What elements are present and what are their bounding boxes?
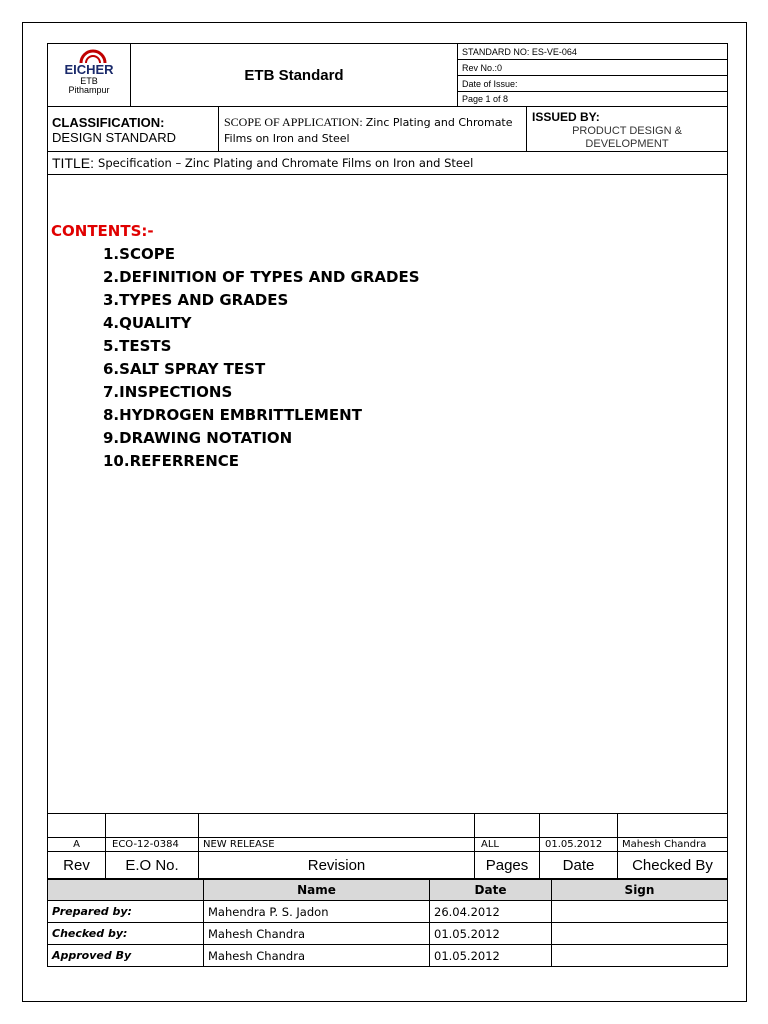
revision-empty-cell [474,813,540,838]
contents-item: 8.HYDROGEN EMBRITTLEMENT [103,406,362,424]
revision-row-rev: A [47,837,106,852]
page-number: Page 1 of 8 [457,91,728,107]
scope-label: SCOPE OF APPLICATION: [224,115,363,129]
approval-header-name: Name [203,879,430,901]
approval-role: Prepared by: [47,900,204,923]
classification-label: CLASSIFICATION: [52,115,165,130]
contents-item: 5.TESTS [103,337,172,355]
title-row [47,151,728,175]
scope-value: Zinc Plating and Chromate Films on Iron and Steel [224,116,513,145]
issued-by-label: ISSUED BY: [532,110,600,124]
revision-number: Rev No.:0 [457,59,728,76]
approval-header-blank [47,879,204,901]
contents-heading: CONTENTS:- [51,222,154,240]
logo-text: EICHER [64,62,114,77]
approval-date: 01.05.2012 [429,922,552,945]
revision-row-date: 01.05.2012 [539,837,618,852]
contents-item: 9.DRAWING NOTATION [103,429,293,447]
title-value: Specification – Zinc Plating and Chromate Films on Iron and Steel [98,156,474,170]
approval-name: Mahendra P. S. Jadon [203,900,430,923]
classification-value: DESIGN STANDARD [52,130,176,145]
revision-row-checked-by: Mahesh Chandra [617,837,728,852]
approval-name: Mahesh Chandra [203,922,430,945]
contents-item: 10.REFERRENCE [103,452,240,470]
approval-sign [551,900,728,923]
revision-header-pages: Pages [474,851,540,879]
issued-by-line2: DEVELOPMENT [585,138,669,150]
revision-row-description: NEW RELEASE [198,837,475,852]
contents-item: 6.SALT SPRAY TEST [103,360,266,378]
title-label: TITLE: [52,155,95,171]
approval-sign [551,922,728,945]
revision-header-revision: Revision [198,851,475,879]
contents-list [103,243,420,473]
revision-header-checked-by: Checked By [617,851,728,879]
approval-role: Checked by: [47,922,204,945]
approval-date: 01.05.2012 [429,944,552,967]
classification-cell [47,106,219,152]
issued-by-cell [526,106,728,152]
revision-row-pages: ALL [474,837,540,852]
approval-date: 26.04.2012 [429,900,552,923]
document-title: ETB Standard [130,43,458,107]
logo-sub-location: Pithampur [68,85,110,95]
standard-number: STANDARD NO: ES-VE-064 [457,43,728,60]
date-of-issue: Date of Issue: [457,75,728,92]
revision-empty-cell [105,813,199,838]
issued-by-line1: PRODUCT DESIGN & [572,125,682,137]
revision-empty-cell [617,813,728,838]
revision-empty-cell [198,813,475,838]
revision-header-eo: E.O No. [105,851,199,879]
revision-row-eo: ECO-12-0384 [105,837,199,852]
contents-item: 7.INSPECTIONS [103,383,233,401]
approval-header-date: Date [429,879,552,901]
contents-item: 3.TYPES AND GRADES [103,291,289,309]
revision-empty-cell [539,813,618,838]
approval-role: Approved By [47,944,204,967]
contents-item: 4.QUALITY [103,314,192,332]
contents-item: 1.SCOPE [103,245,175,263]
approval-header-sign: Sign [551,879,728,901]
approval-sign [551,944,728,967]
scope-cell [218,106,527,152]
revision-header-date: Date [539,851,618,879]
approval-name: Mahesh Chandra [203,944,430,967]
contents-item: 2.DEFINITION OF TYPES AND GRADES [103,268,420,286]
revision-empty-cell [47,813,106,838]
logo-cell [47,43,131,107]
logo-sub-etb: ETB [80,76,98,86]
revision-header-rev: Rev [47,851,106,879]
